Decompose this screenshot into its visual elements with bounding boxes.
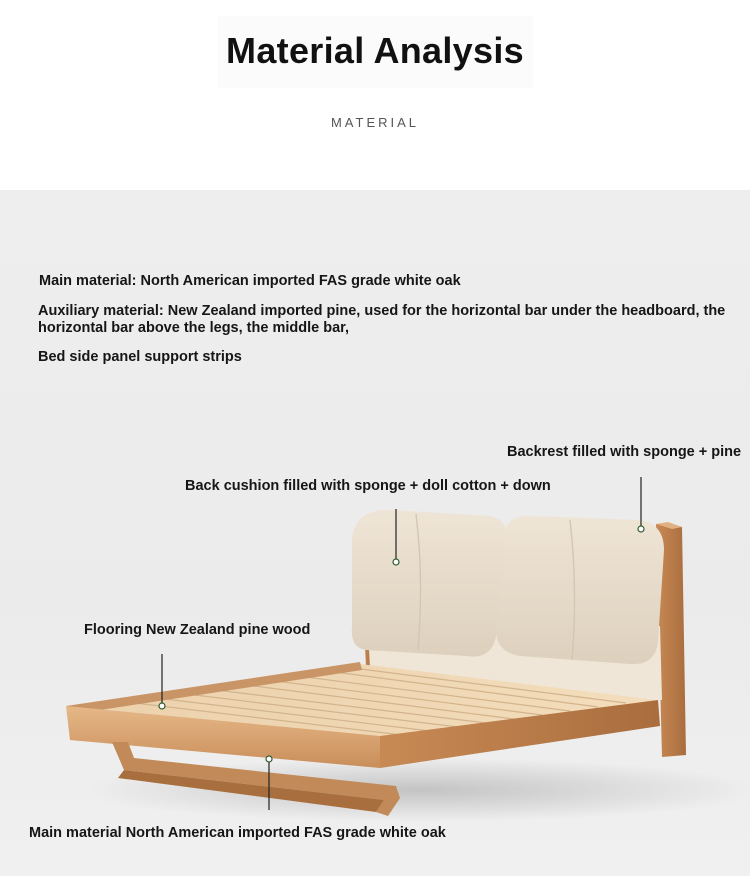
page-title: Material Analysis [226,30,524,71]
page-subtitle: MATERIAL [330,115,420,130]
callout-flooring: Flooring New Zealand pine wood [84,622,311,638]
support-strips-text: Bed side panel support strips [38,349,242,365]
main-material-text: Main material: North American imported FAS grade white oak [39,273,461,289]
cushions [352,510,664,664]
auxiliary-material-text: Auxiliary material: New Zealand imported pine, used for the horizontal bar under the headboard, the horizontal bar above the legs, the middle bar, [38,303,726,336]
right-cushion [496,516,664,664]
left-cushion [352,510,509,657]
callout-frame: Main material North American imported FAS grade white oak [29,825,446,841]
callout-backrest: Backrest filled with sponge + pine [507,444,742,460]
callout-back-cushion: Back cushion filled with sponge + doll cotton + down [185,478,551,494]
